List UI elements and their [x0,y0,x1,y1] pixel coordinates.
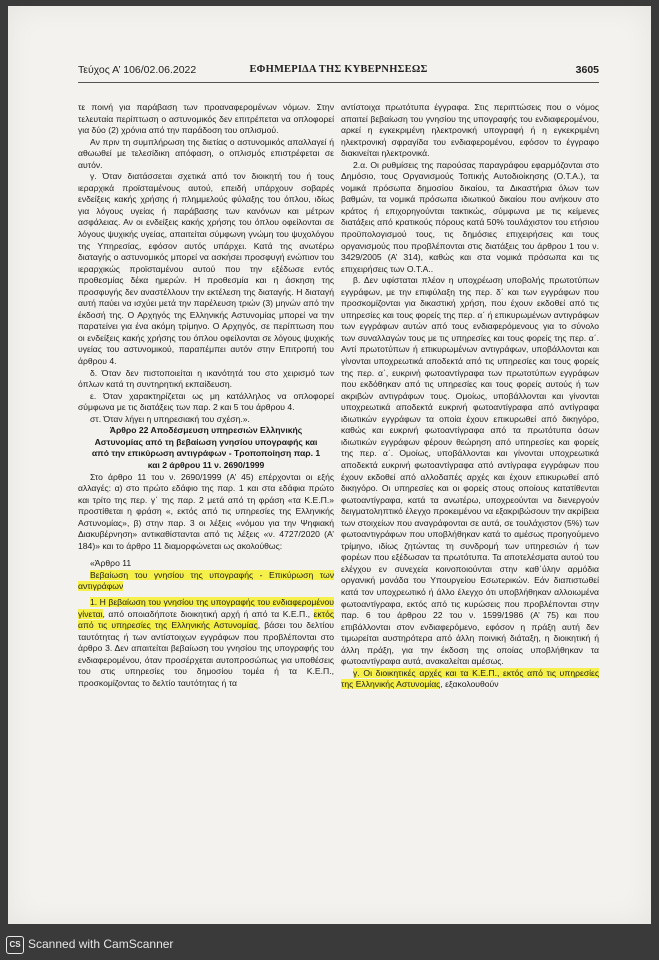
quoted-article-number: «Άρθρο 11 [90,558,132,569]
paragraph: δ. Όταν δεν πιστοποιείται η ικανότητά του στο χειρισμό των όπλων κατά τη συντηρητική εκπαίδευση. [78,367,334,390]
text-run: , από οποιαδήποτε διοικητική αρχή ή από τα Κ.Ε.Π., [102,608,314,619]
paragraph: Αν πριν τη συμπλήρωση της διετίας ο αστυνομικός απαλλαγεί ή αθωωθεί με τελεσίδικη απόφαση, ο οπλισμός επιστρέφεται σε αυτόν. [78,136,334,170]
issue-number: Τεύχος Α’ 106/02.06.2022 [78,64,197,76]
paragraph [78,597,334,689]
paragraph: β. Δεν υφίσταται πλέον η υποχρέωση υποβολής πρωτοτύπων εγγράφων, με την επιφύλαξη της περ. δ΄ και των εγγράφων που προσκομίζονται για δικαστική χρήση, που έχουν εκδοθεί από τις υπηρεσίες και τους φορείς της περ. α΄ ή επικυρωμένων αντιγράφων των εγγράφων αυτών από τους ενδιαφερόμενους για το σύνολο των συναλλαγών τους με τις υπηρεσίες και τους φορείς της περ. α΄. Αντί πρωτοτύπων ή επικυρωμένων αντιγράφων, υποβάλλονται και γίνονται υποχρεωτικά αποδεκτά από τις υπηρεσίες και τους φορείς της περ. α΄, ευκρινή φωτοαντίγραφα των πρωτοτύπων εγγράφων που εκδόθηκαν από τις υπηρεσίες και τους φορείς αυτούς ή των ακριβών αντιγράφων τους. Ομοίως, υποβάλλονται και γίνονται υποχρεωτικά αποδεκτά ευκρινή φωτοαντίγραφα από αντίγραφα ιδιωτικών εγγράφων τα οποία έχουν επικυρωθεί από δικηγόρο, καθώς και ευκρινή φωτοαντίγραφα από τα πρωτότυπα όσων ιδιωτικών εγγράφων φέρουν θεώρηση από υπηρεσίες και φορείς της περ. α΄. Ομοίως, υποβάλλονται και γίνονται υποχρεωτικά αποδεκτά ευκρινή φωτοαντίγραφα από αντίγραφα εγγράφων που έχουν εκδοθεί από αλλοδαπές αρχές και έχουν επικυρωθεί από δικηγόρο. Οι υπηρεσίες και οι φορείς στους οποίους κατατίθενται φωτοαντίγραφα, κατά τα ανωτέρω, υποχρεούνται να διενεργούν δειγματοληπτικό έλεγχο προκειμένου να εξακριβώσουν την ακρίβεια των στοιχείων που αναγράφονται σε αυτά, σε τουλάχιστον (5%) των φωτοαντιγράφων που υποβλήθηκαν κατά το αμέσως προηγούμενο τρίμηνο, ιδίως ζητώντας τη συνδρομή των υπηρεσιών ή των φορέων που εξέδωσαν τα πρωτότυπα. Τα αποτελέσματα αυτού του ελέγχου εν συνεχεία κοινοποιούνται στην καθ΄ύλην αρμόδια οργανική μονάδα του Υπουργείου Εσωτερικών. Εάν διαπιστωθεί κατά τον υποχρεωτικό ή άλλο έλεγχο ότι υποβλήθηκαν αλλοιωμένα φωτοαντίγραφα, εκτός από τις κυρώσεις που προβλέπονται στην παρ. 6 του άρθρου 22 του ν. 1599/1986 (Α’ 75) και που επιβάλλονται στον ενδιαφερόμενο, εφόσον η πράξη αυτή δεν τιμωρείται αυστηρότερα από άλλη ποινική διάταξη, η διοικητική ή άλλη πράξη, για την έκδοση της οποίας υποβλήθηκαν τα φωτοαντίγραφα αυτά, ανακαλείται αμέσως. [341,275,599,667]
article-title: Άρθρο 22 Αποδέσμευση υπηρεσιών Ελληνικής Αστυνομίας από τη βεβαίωση γνησίου υπογραφής και από την επικύρωση αντιγράφων - Τροποποίηση παρ. 1 και 2 άρθρου 11 ν. 2690/1999 [91,425,321,470]
right-column [341,102,599,691]
paragraph: Στο άρθρο 11 του ν. 2690/1999 (Α’ 45) επέρχονται οι εξής αλλαγές: α) στο πρώτο εδάφιο της παρ. 1 και στα εδάφια πρώτο και τρίτο της περ. γ΄ της παρ. 2 μετά από τη φράση «τα Κ.Ε.Π.» προστίθεται η φράση «, εκτός από τις υπηρεσίες της Ελληνικής Αστυνομίας», β) στην παρ. 3 οι λέξεις «νόμου για την Ψηφιακή Διακυβέρνηση» αντικαθίστανται από τις λέξεις «ν. 4727/2020 (Α’ 184)» και το άρθρο 11 διαμορφώνεται ως ακολούθως: [78,471,334,551]
highlight: γ. Οι διοικητικές αρχές και τα Κ.Ε.Π., εκτός από τις υπηρεσίες της Ελληνικής Αστυνομίας [341,667,599,690]
text-run: , εξακολουθούν [440,679,499,690]
text-run: , βάσει του δελτίου ταυτότητας ή των αντίστοιχων εγγράφων που προβλέπονται στο άρθρο 3. Δεν απαιτείται βεβαίωση του γνησίου της υπογραφής του ενδιαφερομένου, όταν προσέρχεται αυτοπροσώπως για υποθέσεις του στις υπηρεσίες του δημοσίου τομέα ή τα Κ.Ε.Π., προσκομίζοντας το δελτίο ταυτότητας ή τα [78,620,334,688]
journal-title: ΕΦΗΜΕΡΙΔΑ ΤΗΣ ΚΥΒΕΡΝΗΣΕΩΣ [249,64,428,75]
highlight: εκτός από τις υπηρεσίες της Ελληνικής Αστυνομίας [78,608,334,631]
paragraph: στ. Όταν λήγει η υπηρεσιακή του σχέση.». [90,413,250,424]
paragraph [341,668,599,691]
quoted-article-title-highlight: Βεβαίωση του γνησίου της υπογραφής - Επικύρωση των αντιγράφων [78,569,334,592]
camscanner-watermark-text: Scanned with CamScanner [28,937,174,951]
highlight: 1. Η βεβαίωση του γνησίου της υπογραφής του ενδιαφερομένου γίνεται [78,596,334,619]
camscanner-logo-icon: CS [6,936,24,954]
paragraph: ε. Όταν χαρακτηρίζεται ως μη κατάλληλος να οπλοφορεί σύμφωνα με τις διατάξεις των παρ. 2 και 5 του άρθρου 4. [78,390,334,413]
paragraph: γ. Όταν διατάσσεται σχετικά από τον διοικητή του ή τους ιεραρχικά προϊσταμένους αυτού, επειδή υπάρχουν σοβαρές ενδείξεις κακής χρήσης ή πλημμελούς φύλαξης του όπλου, ιδίως για λόγους υγείας ή παράβασης των κανόνων και μέτρων ασφάλειας. Αν οι ενδείξεις κακής χρήσης του όπλου οφείλονται σε λόγους ψυχικής υγείας, απαιτείται σύμφωνη γνώμη του ψυχολόγου της Υπηρεσίας, εφόσον αυτός υπάρχει. Κατά της ανωτέρω διαταγής ο αστυνομικός μπορεί να ασκήσει προσφυγή ενώπιον του ιεραρχικώς προϊσταμένου αυτού που την εξέδωσε εντός προθεσμίας δέκα ημερών. Η προθεσμία και η άσκηση της προσφυγής δεν αναστέλλουν την εκτέλεση της διαταγής. Η διαταγή αυτή παύει να ισχύει μετά την παρέλευση τριών (3) μηνών από την έκδοσή της. Ο Αρχηγός της Ελληνικής Αστυνομίας μπορεί να την παρατείνει για ένα ακόμη τρίμηνο. Ο Αρχηγός, σε περίπτωση που οι ενδείξεις κακής χρήσης του όπλου οφείλονται σε λόγους ψυχικής υγείας του αστυνομικού, παραπέμπει αυτόν στην Επιτροπή του άρθρου 4. [78,171,334,367]
running-header [78,64,599,80]
page-number: 3605 [575,64,599,76]
document-page [8,6,651,924]
paragraph: τε ποινή για παράβαση των προαναφερομένων νόμων. Στην τελευταία περίπτωση ο αστυνομικός δεν επιτρέπεται να οπλοφορεί για δύο (2) χρόνια από την παράδοση του οπλισμού. [78,102,334,136]
camscanner-watermark-bar [0,924,659,960]
quoted-article-heading [78,558,334,593]
paragraph: 2.α. Οι ρυθμίσεις της παρούσας παραγράφου εφαρμόζονται στο Δημόσιο, τους Οργανισμούς Τοπικής Αυτοδιοίκησης (Ο.Τ.Α.), τα νομικά πρόσωπα δημοσίου δικαίου, τα Δικαστήρια όλων των βαθμών, τα νομικά πρόσωπα ιδιωτικού δικαίου που ανήκουν στο κράτος ή επιχορηγούνται τακτικώς, σύμφωνα με τις κείμενες διατάξεις από κρατικούς πόρους κατά 50% τουλάχιστον του ετήσιου προϋπολογισμού τους, τις δημόσιες επιχειρήσεις και τους οργανισμούς που προβλέπονται στις διατάξεις του άρθρου 1 του ν. 3429/2005 (Α’ 314), καθώς και στα νομικά πρόσωπα και τις επιχειρήσεις των Ο.Τ.Α.. [341,159,599,274]
header-rule [78,82,599,83]
paragraph: αντίστοιχα πρωτότυπα έγγραφα. Στις περιπτώσεις που ο νόμος απαιτεί βεβαίωση του γνησίου της υπογραφής του ενδιαφερομένου, αρκεί η εγκεκριμένη ηλεκτρονική υπογραφή ή η εγκεκριμένη ηλεκτρονική σφραγίδα του ενδιαφερομένου, εφόσον το έγγραφο διακινείται ηλεκτρονικά. [341,102,599,159]
left-column [78,102,334,689]
